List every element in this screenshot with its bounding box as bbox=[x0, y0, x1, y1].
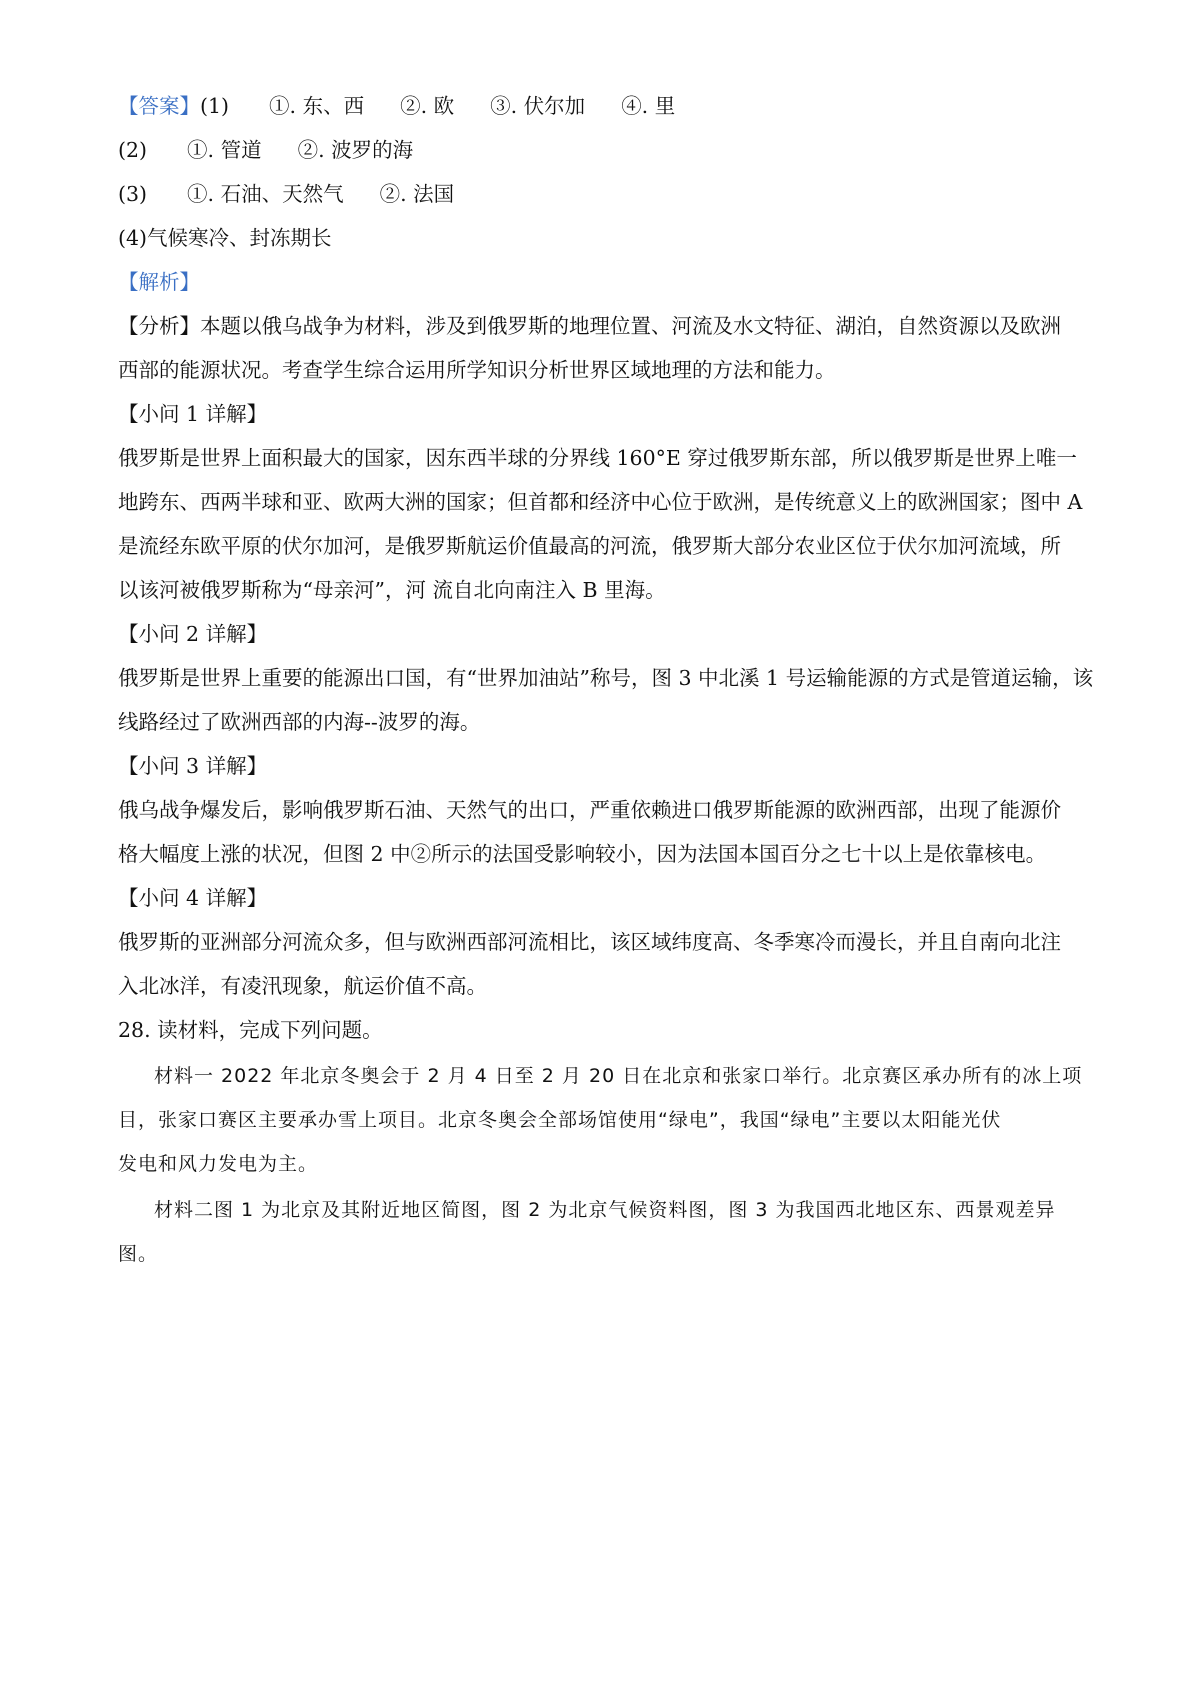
section-heading: 【小问 4 详解】 bbox=[118, 886, 268, 910]
answer-line-1 bbox=[118, 92, 675, 120]
answer-q2-number: (2) bbox=[118, 138, 148, 162]
section-heading: 【小问 2 详解】 bbox=[118, 622, 268, 646]
section-heading: 【小问 1 详解】 bbox=[118, 402, 268, 426]
section-text-line: 格大幅度上涨的状况，但图 2 中②所示的法国受影响较小，因为法国本国百分之七十以上是依靠核电。 bbox=[118, 842, 1047, 866]
answer-q3-number: (3) bbox=[118, 182, 148, 206]
answer-q2-item: ①. 管道 bbox=[187, 138, 262, 162]
answer-line-2 bbox=[118, 136, 413, 164]
section-text-line: 俄罗斯是世界上重要的能源出口国，有“世界加油站”称号，图 3 中北溪 1 号运输能源的方式是管道运输，该 bbox=[118, 666, 1094, 690]
answer-q3-item: ①. 石油、天然气 bbox=[187, 182, 344, 206]
material-1-line: 材料一 2022 年北京冬奥会于 2 月 4 日至 2 月 20 日在北京和张家口举行。北京赛区承办所有的冰上项 bbox=[154, 1065, 1083, 1087]
section-text-line: 是流经东欧平原的伏尔加河，是俄罗斯航运价值最高的河流，俄罗斯大部分农业区位于伏尔加河流域，所 bbox=[118, 534, 1061, 558]
answer-q2-item: ②. 波罗的海 bbox=[297, 138, 414, 162]
question-28-title: 28. 读材料，完成下列问题。 bbox=[118, 1018, 383, 1042]
material-2-line: 图。 bbox=[118, 1243, 159, 1265]
section-text-line: 俄罗斯是世界上面积最大的国家，因东西半球的分界线 160°E 穿过俄罗斯东部，所以俄罗斯是世界上唯一 bbox=[118, 446, 1077, 470]
answer-label: 【答案】 bbox=[118, 94, 200, 118]
analysis-overview-line: 【分析】本题以俄乌战争为材料，涉及到俄罗斯的地理位置、河流及水文特征、湖泊，自然资源以及欧洲 bbox=[118, 314, 1061, 338]
section-text-line: 俄乌战争爆发后，影响俄罗斯石油、天然气的出口，严重依赖进口俄罗斯能源的欧洲西部，出现了能源价 bbox=[118, 798, 1061, 822]
answer-q1-item: ①. 东、西 bbox=[269, 94, 365, 118]
material-2-line: 材料二图 1 为北京及其附近地区简图，图 2 为北京气候资料图，图 3 为我国西北地区东、西景观差异 bbox=[154, 1199, 1056, 1221]
answer-line-4: (4)气候寒冷、封冻期长 bbox=[118, 226, 332, 250]
answer-q1-number: (1) bbox=[200, 94, 230, 118]
analysis-overview-line: 西部的能源状况。考查学生综合运用所学知识分析世界区域地理的方法和能力。 bbox=[118, 358, 836, 382]
answer-q1-item: ③. 伏尔加 bbox=[490, 94, 586, 118]
answer-q1-item: ②. 欧 bbox=[400, 94, 455, 118]
section-text-line: 地跨东、西两半球和亚、欧两大洲的国家；但首都和经济中心位于欧洲，是传统意义上的欧洲国家；图中 A bbox=[118, 490, 1083, 514]
section-text-line: 俄罗斯的亚洲部分河流众多，但与欧洲西部河流相比，该区域纬度高、冬季寒冷而漫长，并且自南向北注 bbox=[118, 930, 1061, 954]
material-1-line: 发电和风力发电为主。 bbox=[118, 1153, 319, 1175]
section-text-line: 入北冰洋，有凌汛现象，航运价值不高。 bbox=[118, 974, 487, 998]
material-1-line: 目，张家口赛区主要承办雪上项目。北京冬奥会全部场馆使用“绿电”，我国“绿电”主要以太阳能光伏 bbox=[118, 1109, 1002, 1131]
answer-q1-item: ④. 里 bbox=[621, 94, 676, 118]
section-text-line: 线路经过了欧洲西部的内海--波罗的海。 bbox=[118, 710, 481, 734]
section-text-line: 以该河被俄罗斯称为“母亲河”，河 流自北向南注入 B 里海。 bbox=[118, 578, 666, 602]
section-heading: 【小问 3 详解】 bbox=[118, 754, 268, 778]
answer-q3-item: ②. 法国 bbox=[379, 182, 455, 206]
answer-line-3 bbox=[118, 180, 454, 208]
analysis-label: 【解析】 bbox=[118, 270, 200, 294]
